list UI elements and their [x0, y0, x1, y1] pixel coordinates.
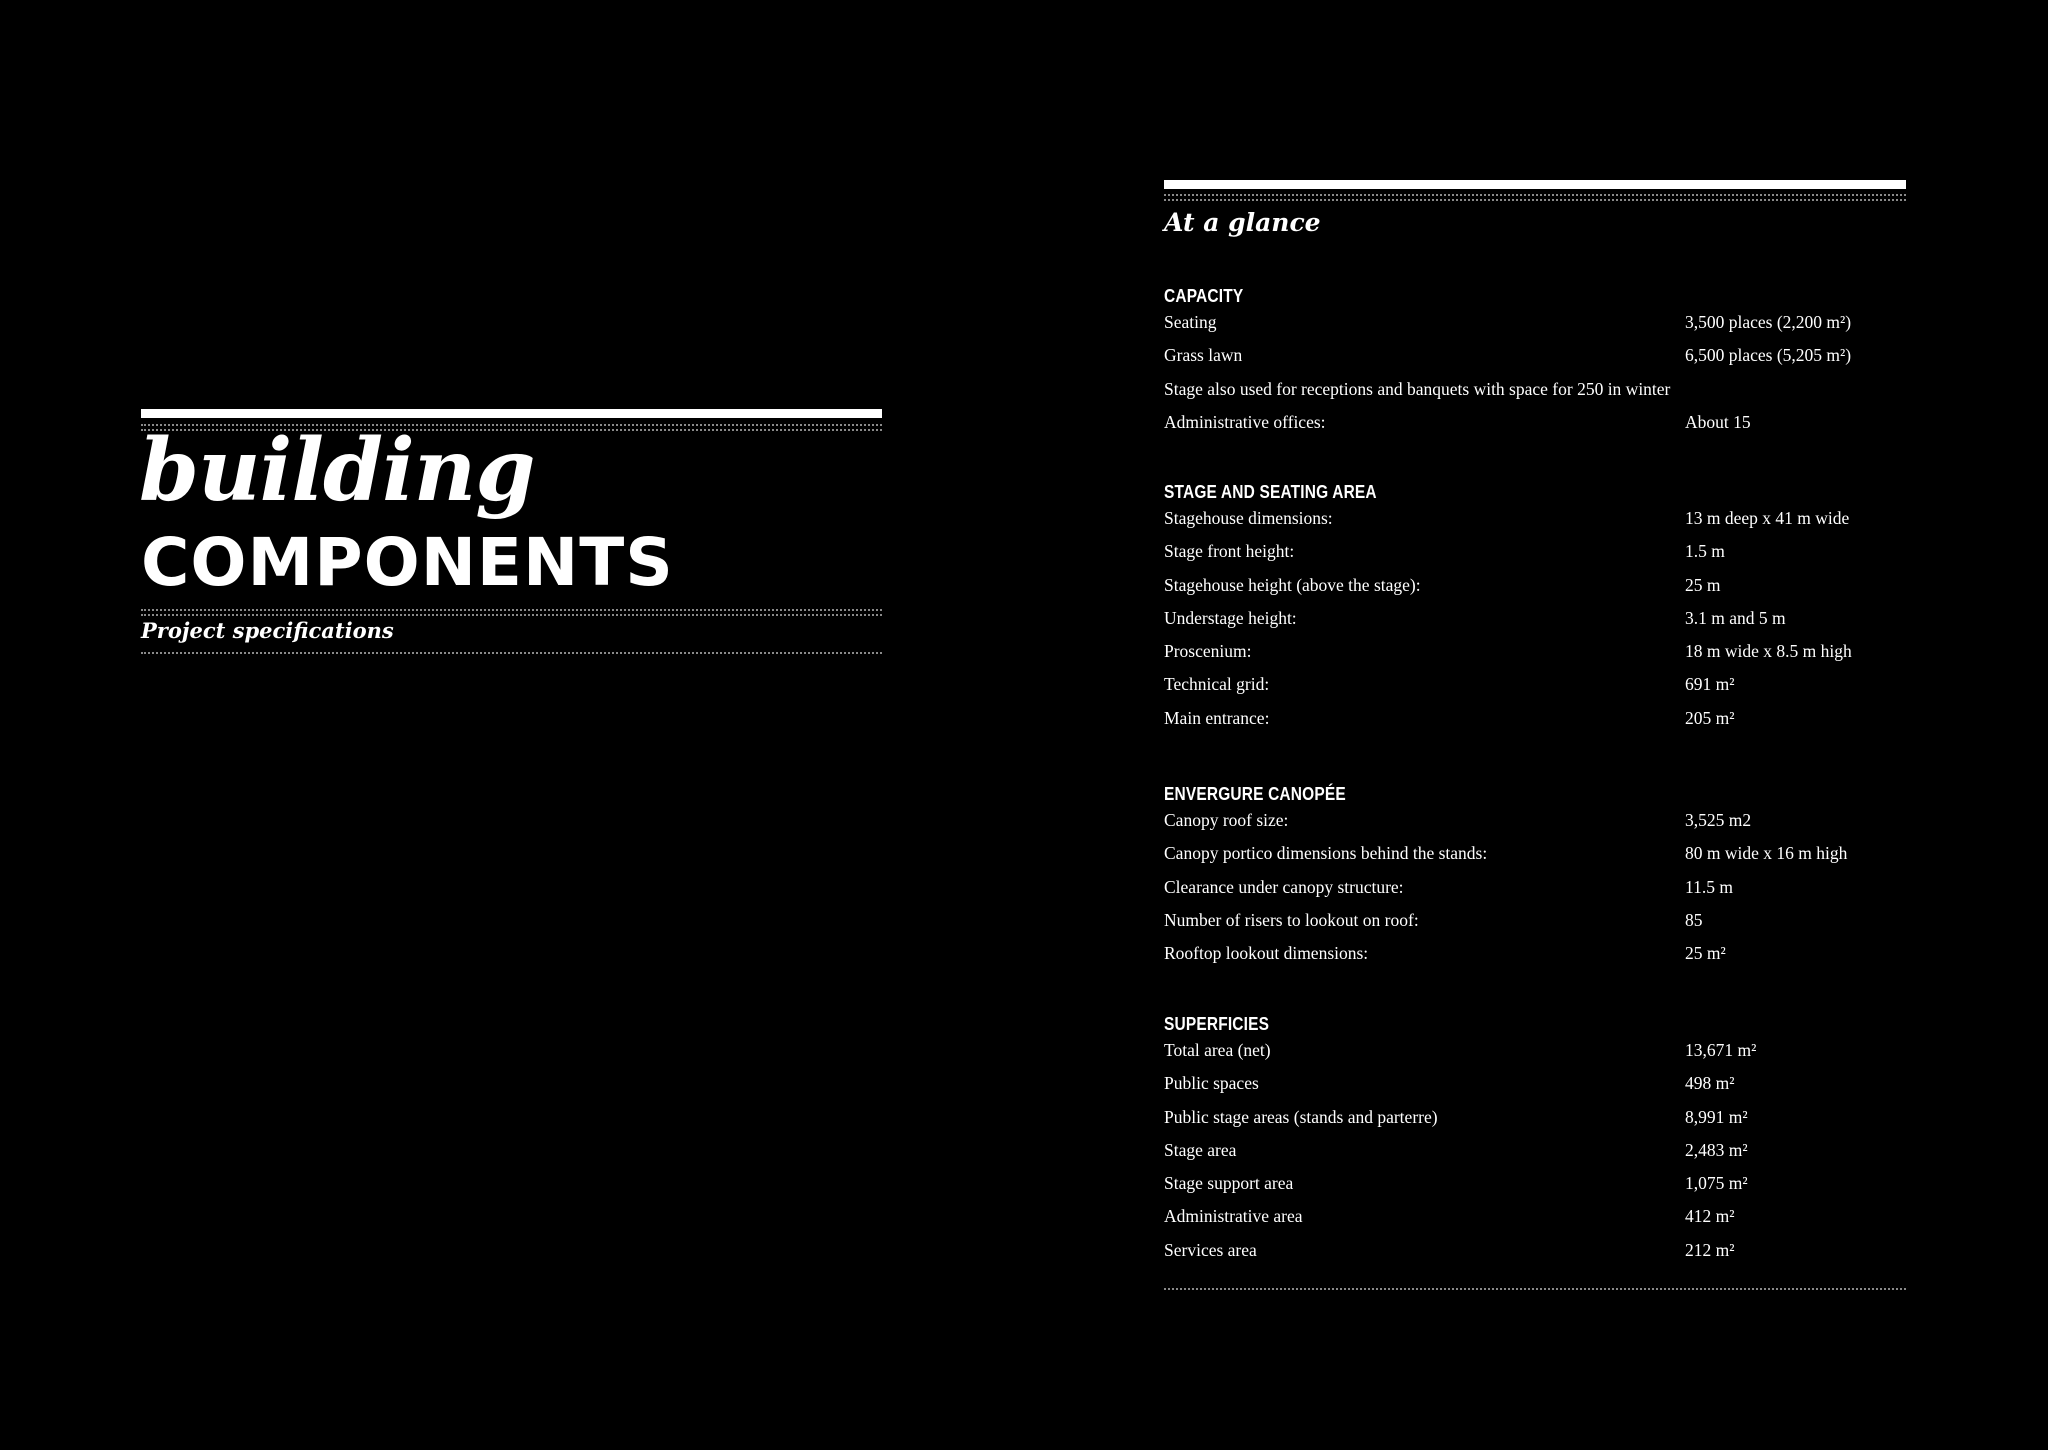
spec-value: 8,991 m² [1685, 1106, 1748, 1127]
spec-value: 2,483 m² [1685, 1139, 1748, 1160]
superficies-section [1164, 1011, 1904, 1270]
spec-row [1164, 1203, 1904, 1236]
spec-row [1164, 807, 1904, 840]
title-top-rule [141, 409, 882, 418]
spec-label: Total area (net) [1164, 1040, 1271, 1060]
spec-row [1164, 874, 1904, 907]
spec-label: Stagehouse dimensions: [1164, 508, 1333, 528]
spec-row [1164, 907, 1904, 940]
spec-label: Canopy roof size: [1164, 810, 1289, 830]
subtitle-top-dotted-rule [141, 609, 882, 611]
spec-label: Public stage areas (stands and parterre) [1164, 1106, 1438, 1127]
subtitle-bottom-dotted-rule [141, 652, 882, 654]
spec-value: 205 m² [1685, 707, 1735, 728]
spec-row [1164, 1237, 1904, 1270]
spec-row [1164, 940, 1904, 973]
spec-label: Technical grid: [1164, 674, 1270, 695]
subtitle-top-dotted-rule-2 [141, 614, 882, 616]
spec-label: Services area [1164, 1239, 1257, 1260]
section-heading: SUPERFICIES [1164, 1014, 1270, 1034]
section-heading: ENVERGURE CANOPÉE [1164, 784, 1346, 804]
spec-label: Stage front height: [1164, 541, 1295, 562]
glance-dotted-rule [1164, 194, 1906, 196]
spec-row [1164, 342, 1904, 375]
stage-seating-section [1164, 479, 1904, 738]
spec-row [1164, 1170, 1904, 1203]
glance-top-rule [1164, 180, 1906, 189]
spec-value: 85 [1685, 909, 1703, 930]
glance-bottom-dotted-rule [1164, 1288, 1906, 1290]
section-heading: CAPACITY [1164, 286, 1244, 306]
spec-label: Number of risers to lookout on roof: [1164, 909, 1419, 930]
spec-value: 13 m deep x 41 m wide [1685, 508, 1850, 528]
spec-value: 498 m² [1685, 1073, 1735, 1094]
spec-row [1164, 376, 1904, 409]
spec-label: Understage height: [1164, 607, 1297, 628]
spec-label: Grass lawn [1164, 345, 1243, 366]
glance-dotted-rule-2 [1164, 199, 1906, 201]
spec-label: Clearance under canopy structure: [1164, 876, 1404, 897]
spec-label: Seating [1164, 312, 1217, 332]
spec-value: 691 m² [1685, 674, 1735, 695]
section-title-caps: COMPONENTS [141, 524, 674, 601]
spec-label: Administrative area [1164, 1206, 1303, 1227]
spec-row [1164, 605, 1904, 638]
spec-row [1164, 1070, 1904, 1103]
section-heading: STAGE AND SEATING AREA [1164, 482, 1377, 502]
section-title-word: building [139, 420, 535, 521]
at-a-glance-heading: At a glance [1164, 208, 1321, 237]
spec-value: 3,500 places (2,200 m²) [1685, 312, 1852, 332]
spec-row [1164, 705, 1904, 738]
spec-label: Stagehouse height (above the stage): [1164, 574, 1421, 595]
spec-row [1164, 409, 1904, 442]
spec-value: 80 m wide x 16 m high [1685, 843, 1848, 864]
spec-label: Stage support area [1164, 1173, 1294, 1194]
spec-label: Rooftop lookout dimensions: [1164, 943, 1369, 964]
spec-label: Administrative offices: [1164, 411, 1326, 432]
spec-value: 13,671 m² [1685, 1040, 1757, 1060]
spec-value: 25 m² [1685, 943, 1726, 964]
spec-row [1164, 538, 1904, 571]
spec-row [1164, 1037, 1904, 1070]
spec-value: 412 m² [1685, 1206, 1735, 1227]
section-subtitle: Project specifications [141, 618, 394, 643]
capacity-section [1164, 283, 1904, 442]
spec-label: Public spaces [1164, 1073, 1259, 1094]
spec-value: 11.5 m [1685, 876, 1733, 897]
spec-value: 25 m [1685, 574, 1721, 595]
spec-row [1164, 505, 1904, 538]
canopy-section [1164, 781, 1904, 973]
spec-row [1164, 638, 1904, 671]
spec-label: Canopy portico dimensions behind the stands: [1164, 843, 1488, 864]
spec-value: 1.5 m [1685, 541, 1725, 562]
spec-row [1164, 1104, 1904, 1137]
spec-value: 212 m² [1685, 1239, 1735, 1260]
spec-value: 18 m wide x 8.5 m high [1685, 641, 1852, 662]
spec-row [1164, 671, 1904, 704]
spec-value: 3.1 m and 5 m [1685, 607, 1786, 628]
spec-label: Stage area [1164, 1139, 1237, 1160]
spec-value: About 15 [1685, 411, 1751, 432]
spec-value: 6,500 places (5,205 m²) [1685, 345, 1852, 366]
spec-label: Proscenium: [1164, 641, 1252, 662]
spec-row [1164, 1137, 1904, 1170]
spec-row [1164, 572, 1904, 605]
spec-row [1164, 840, 1904, 873]
spec-value: 1,075 m² [1685, 1173, 1748, 1194]
spec-label: Stage also used for receptions and banquets with space for 250 in winter [1164, 378, 1671, 399]
spec-row [1164, 309, 1904, 342]
spec-value: 3,525 m2 [1685, 810, 1752, 830]
spec-label: Main entrance: [1164, 707, 1270, 728]
